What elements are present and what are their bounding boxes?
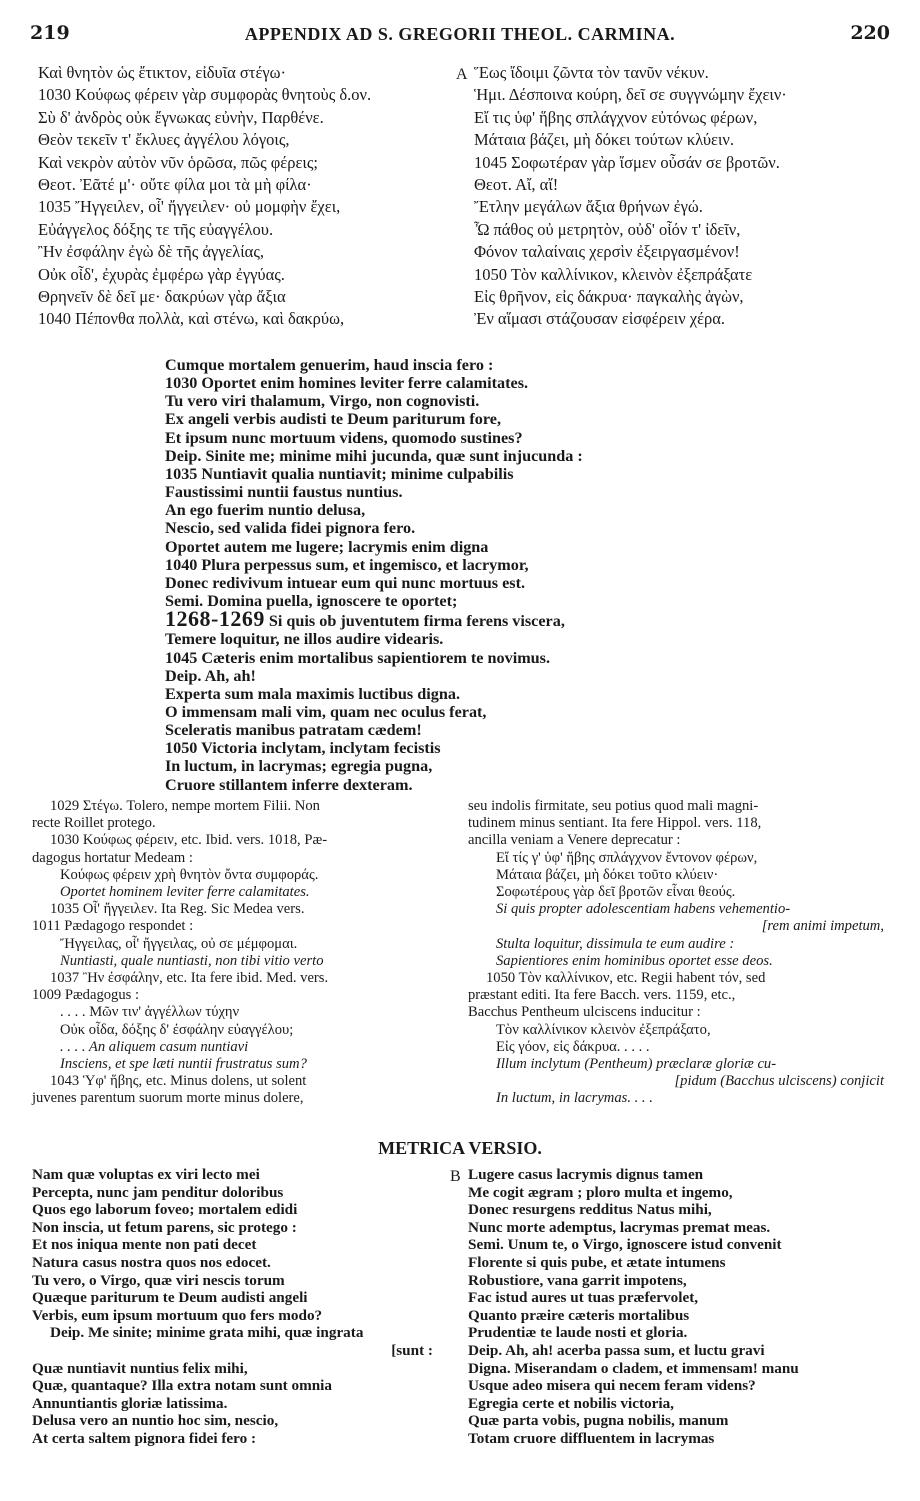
greek-line: Θεοτ. Ἐᾶτέ μ'· οὔτε φίλα μοι τὰ μὴ φίλα· xyxy=(38,175,312,195)
page-number-left: 219 xyxy=(30,22,70,44)
metrica-left-column xyxy=(32,1166,457,1448)
greek-line: Καὶ νεκρὸν αὐτὸν νῦν ὁρῶσα, πῶς φέρεις; xyxy=(38,152,318,172)
metrica-line: Quæ, quantaque? Illa extra notam sunt omnia xyxy=(32,1377,332,1395)
metrica-line: Fac istud aures ut tuas præfervolet, xyxy=(468,1289,699,1307)
latin-line: Sceleratis manibus patratam cædem! xyxy=(165,721,422,740)
note-line: Insciens, et spe læti nuntii frustratus sum? xyxy=(60,1056,307,1073)
note-line: Illum inclytum (Pentheum) præclaræ gloriæ cu- xyxy=(496,1056,777,1073)
note-line: ancilla veniam a Venere deprecatur : xyxy=(468,832,681,849)
latin-line: Cumque mortalem genuerim, haud inscia fero : xyxy=(165,356,494,374)
note-line: Εἰς γόον, εἰς δάκρυα. . . . . xyxy=(496,1038,650,1055)
note-line: In luctum, in lacrymas. . . . xyxy=(496,1090,653,1107)
note-line: recte Roillet protego. xyxy=(32,815,156,832)
latin-line: 1035 Nuntiavit qualia nuntiavit; minime culpabilis xyxy=(165,464,514,483)
metrica-line: Percepta, nunc jam penditur doloribus xyxy=(32,1183,284,1201)
note-line: dagogus hortatur Medeam : xyxy=(32,849,193,866)
metrica-line: Nam quæ voluptas ex viri lecto mei xyxy=(32,1166,260,1183)
note-line: juvenes parentum suorum morte minus dolere, xyxy=(32,1090,304,1107)
metrica-line: Prudentiæ te laude nosti et gloria. xyxy=(468,1324,688,1342)
metrica-line: Florente si quis pube, et ætate intumens xyxy=(468,1253,726,1271)
greek-line: Εἴ τις ὑφ' ἥβης σπλάγχνον εὐτόνως φέρων, xyxy=(474,107,758,127)
latin-line: O immensam mali vim, quam nec oculus ferat, xyxy=(165,702,487,721)
metrica-line: Deip. Ah, ah! acerba passa sum, et luctu gravi xyxy=(468,1341,765,1359)
note-line: 1029 Στέγω. Tolero, nempe mortem Filii. Non xyxy=(50,798,320,814)
metrica-line: Et nos iniqua mente non pati decet xyxy=(32,1236,257,1254)
latin-line-with-marker xyxy=(165,606,725,632)
page-number-right: 220 xyxy=(850,22,890,44)
latin-line: In luctum, in lacrymas; egregia pugna, xyxy=(165,757,433,776)
metrica-line: Tu vero, o Virgo, quæ viri nescis torum xyxy=(32,1271,285,1289)
latin-line: Cruore stillantem inferre dexteram. xyxy=(165,775,413,794)
note-line: Si quis propter adolescentiam habens vehementio- xyxy=(496,901,791,918)
metrica-line: Donec resurgens redditus Natus mihi, xyxy=(468,1201,712,1219)
greek-line: Ἡμι. Δέσποινα κούρη, δεῖ σε συγγνώμην ἔχειν· xyxy=(474,85,787,105)
greek-line: Μάταια βάζει, μὴ δόκει τούτων κλύειν. xyxy=(474,130,734,150)
note-line: Stulta loquitur, dissimula te eum audire : xyxy=(496,935,735,952)
greek-line: Καὶ θνητὸν ὡς ἔτικτον, εἰδυῖα στέγω· xyxy=(38,63,287,82)
note-line: præstant editi. Ita fere Bacch. vers. 1159, etc., xyxy=(468,987,736,1004)
greek-line: Οὐκ οἶδ', ἐχυρὰς ἐμφέρω γὰρ ἐγγύας. xyxy=(38,264,285,284)
greek-line: 1035 Ἤγγειλεν, οἷ' ἤγγειλεν· οὐ μομφὴν ἔχει, xyxy=(38,197,341,217)
note-line: . . . . An aliquem casum nuntiavi xyxy=(60,1038,249,1055)
note-line: Μάταια βάζει, μὴ δόκει τοῦτο κλύειν· xyxy=(496,866,719,883)
metrica-line: Quos ego laborum foveo; mortalem edidi xyxy=(32,1201,298,1219)
metrica-versio-title: METRICA VERSIO. xyxy=(378,1138,542,1158)
latin-line: Deip. Ah, ah! xyxy=(165,666,256,685)
greek-line: Ὦ πάθος οὐ μετρητὸν, οὐδ' οἷόν τ' ἰδεῖν, xyxy=(474,219,741,239)
latin-line: 1050 Victoria inclytam, inclytam fecistis xyxy=(165,739,441,758)
latin-line: Temere loquitur, ne illos audire videaris. xyxy=(165,630,444,649)
note-line: 1009 Pædagogus : xyxy=(32,987,140,1004)
greek-line: Φόνον ταλαίναις χερσὶν ἐξειργασμένον! xyxy=(474,242,740,262)
metrica-line: Me cogit ægram ; ploro multa et ingemo, xyxy=(468,1183,733,1201)
latin-line: Nescio, sed valida fidei pignora fero. xyxy=(165,519,416,538)
note-line: Sapientiores enim hominibus oportet esse deos. xyxy=(496,952,773,969)
metrica-line: Verbis, eum ipsum mortuum quo fers modo? xyxy=(32,1306,323,1324)
note-line: Oportet hominem leviter ferre calamitates. xyxy=(60,884,310,901)
note-line: . . . . Μῶν τιν' ἀγγέλλων τύχην xyxy=(60,1004,240,1021)
metrica-right-column xyxy=(468,1166,888,1448)
greek-line: Ἐν αἵμασι στάζουσαν εἰσφέρειν χέρα. xyxy=(474,309,726,329)
metrica-line: Quæ parta vobis, pugna nobilis, manum xyxy=(468,1412,729,1430)
metrica-line: Totam cruore diffluentem in lacrymas xyxy=(468,1429,715,1447)
note-line: 1011 Pædagogo respondet : xyxy=(32,918,194,935)
metrica-line: Natura casus nostra quos nos edocet. xyxy=(32,1253,271,1271)
metrica-line: Delusa vero an nuntio hoc sim, nescio, xyxy=(32,1412,279,1430)
greek-left-column xyxy=(38,62,458,331)
metrica-line: Quanto præire cæteris mortalibus xyxy=(468,1306,690,1324)
latin-line: Tu vero viri thalamum, Virgo, non cognovisti. xyxy=(165,392,480,411)
latin-translation xyxy=(165,356,725,794)
note-line: Εἴ τίς γ' ὑφ' ἥβης σπλάγχνον ἔντονον φέρων, xyxy=(496,849,758,866)
latin-line: Experta sum mala maximis luctibus digna. xyxy=(165,684,461,703)
column-marker-a: A xyxy=(456,66,468,83)
note-line: Bacchus Pentheum ulciscens inducitur : xyxy=(468,1004,701,1021)
metrica-line: At certa saltem pignora fidei fero : xyxy=(32,1429,257,1447)
greek-line: Ἕως ἴδοιμι ζῶντα τὸν τανῦν νέκυν. xyxy=(474,63,709,82)
latin-line: An ego fuerim nuntio delusa, xyxy=(165,501,366,520)
latin-line: Oportet autem me lugere; lacrymis enim digna xyxy=(165,537,489,556)
greek-line: Εὐάγγελος δόξης τε τῆς εὐαγγέλου. xyxy=(38,219,274,239)
greek-line: 1040 Πέπονθα πολλὰ, καὶ στένω, καὶ δακρύω, xyxy=(38,309,345,329)
note-line: 1037 Ἢν ἐσφάλην, etc. Ita fere ibid. Med. vers. xyxy=(50,970,329,987)
note-line: [pidum (Bacchus ulciscens) conjicit xyxy=(674,1073,884,1090)
metrica-line: Non inscia, ut fetum parens, sic protego : xyxy=(32,1218,297,1236)
note-line: 1035 Οἷ' ἤγγειλεν. Ita Reg. Sic Medea vers. xyxy=(50,901,305,918)
note-line: Κούφως φέρειν χρὴ θνητὸν ὄντα συμφοράς. xyxy=(60,866,319,883)
latin-line: Deip. Sinite me; minime mihi jucunda, quæ sunt injucunda : xyxy=(165,446,583,465)
metrica-line: [sunt : xyxy=(391,1341,433,1359)
greek-line: 1030 Κούφως φέρειν γὰρ συμφορὰς θνητοὺς δ.ον. xyxy=(38,85,372,105)
column-number-marker: 1268-1269 xyxy=(165,606,265,632)
greek-line: 1050 Τὸν καλλίνικον, κλεινὸν ἐξεπράξατε xyxy=(474,264,753,284)
latin-line: 1045 Cæteris enim mortalibus sapientiorem te novimus. xyxy=(165,648,551,667)
latin-line: Faustissimi nuntii faustus nuntius. xyxy=(165,483,403,502)
metrica-line: Digna. Miserandam o cladem, et immensam! manu xyxy=(468,1359,799,1377)
note-line: 1043 Ὑφ' ἥβης, etc. Minus dolens, ut solent xyxy=(50,1073,307,1090)
note-line: seu indolis firmitate, seu potius quod mali magni- xyxy=(468,798,759,814)
metrica-line: Usque adeo misera qui necem feram videns? xyxy=(468,1377,756,1395)
metrica-line: Quæ nuntiavit nuntius felix mihi, xyxy=(32,1359,248,1377)
note-line: Ἤγγειλας, οἷ' ἤγγειλας, οὐ σε μέμφομαι. xyxy=(60,935,298,952)
metrica-line: Quæque pariturum te Deum audisti angeli xyxy=(32,1289,308,1307)
metrica-line: Semi. Unum te, o Virgo, ignoscere istud convenit xyxy=(468,1236,782,1254)
latin-line: 1030 Oportet enim homines leviter ferre calamitates. xyxy=(165,374,529,393)
latin-line: Ex angeli verbis audisti te Deum pariturum fore, xyxy=(165,410,502,429)
running-header xyxy=(30,22,890,50)
greek-line: Θρηνεῖν δὲ δεῖ με· δακρύων γὰρ ἄξια xyxy=(38,287,286,307)
running-title: APPENDIX AD S. GREGORII THEOL. CARMINA. xyxy=(244,24,676,44)
latin-line: Et ipsum nunc mortuum videns, quomodo sustines? xyxy=(165,428,523,447)
metrica-line: Robustiore, vana garrit impotens, xyxy=(468,1271,687,1289)
metrica-line: Egregia certe et nobilis victoria, xyxy=(468,1394,674,1412)
greek-line: Σὺ δ' ἀνδρὸς οὐκ ἔγνωκας εὐνὴν, Παρθένε. xyxy=(38,107,324,127)
metrica-line: Deip. Me sinite; minime grata mihi, quæ ingrata xyxy=(50,1324,364,1342)
metrica-line: Lugere casus lacrymis dignus tamen xyxy=(468,1166,704,1183)
note-line: Οὐκ οἶδα, δόξης δ' ἐσφάλην εὐαγγέλου; xyxy=(60,1021,294,1038)
metrica-line: Nunc morte ademptus, lacrymas premat meas. xyxy=(468,1218,771,1236)
notes-right-column xyxy=(468,798,888,1108)
greek-line: Θεὸν τεκεῖν τ' ἔκλυες ἀγγέλου λόγοις, xyxy=(38,130,290,150)
note-line: Nuntiasti, quale nuntiasti, non tibi vitio verto xyxy=(60,952,324,969)
greek-line: Ἢν ἐσφάλην ἐγὼ δὲ τῆς ἀγγελίας, xyxy=(38,242,264,262)
greek-line: Θεοτ. Αἴ, αἴ! xyxy=(474,175,559,195)
note-line: [rem animi impetum, xyxy=(761,918,884,935)
note-line: Τὸν καλλίνικον κλεινὸν ἐξεπράξατο, xyxy=(496,1021,711,1038)
note-line: tudinem minus sentiant. Ita fere Hippol. vers. 118, xyxy=(468,815,762,832)
latin-line: Semi. Domina puella, ignoscere te oportet; xyxy=(165,592,458,611)
greek-line: Ἔτλην μεγάλων ἄξια θρήνων ἐγώ. xyxy=(474,197,703,217)
metrica-line: Annuntiantis gloriæ latissima. xyxy=(32,1394,228,1412)
latin-line: Si quis ob juventutem firma ferens viscera, xyxy=(268,612,565,631)
notes-left-column xyxy=(32,798,457,1108)
note-line: 1030 Κούφως φέρειν, etc. Ibid. vers. 1018, Pæ- xyxy=(50,832,328,849)
greek-right-column xyxy=(474,62,894,331)
column-marker-b: B xyxy=(450,1168,461,1185)
greek-line: Εἰς θρῆνον, εἰς δάκρυα· παγκαλὴς ἀγὼν, xyxy=(474,287,744,307)
note-line: Σοφωτέρους γὰρ δεῖ βροτῶν εἶναι θεούς. xyxy=(496,884,736,901)
note-line: 1050 Τὸν καλλίνικον, etc. Regii habent τόν, sed xyxy=(486,970,766,987)
latin-line: 1040 Plura perpessus sum, et ingemisco, et lacrymor, xyxy=(165,555,529,574)
greek-line: 1045 Σοφωτέραν γὰρ ἴσμεν οὖσάν σε βροτῶν. xyxy=(474,152,780,172)
latin-line: Donec redivivum intuear eum qui nunc mortuus est. xyxy=(165,573,526,592)
